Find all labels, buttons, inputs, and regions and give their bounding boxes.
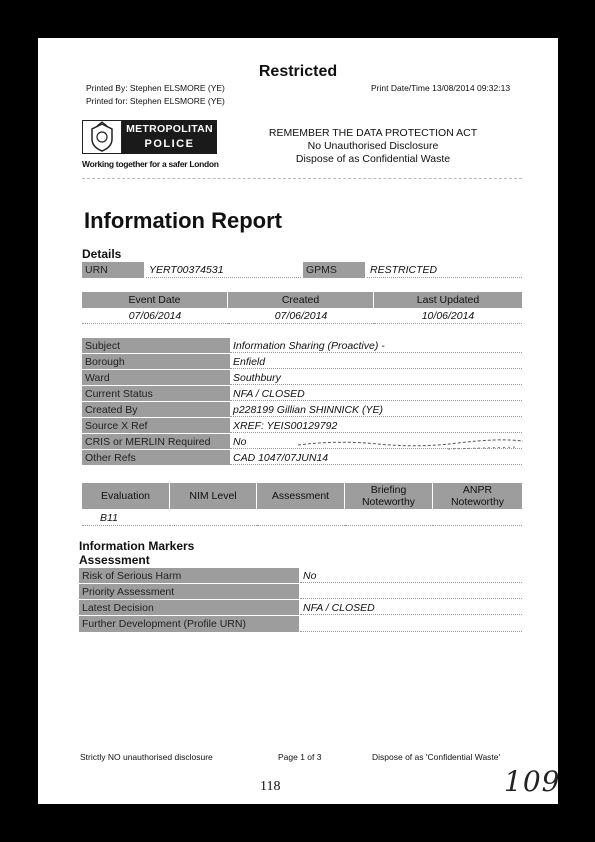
marker-label: Risk of Serious Harm — [79, 568, 299, 583]
field-label: Source X Ref — [82, 418, 230, 433]
marker-label: Priority Assessment — [79, 584, 299, 599]
nim-level-value — [170, 510, 257, 526]
marker-label: Further Development (Profile URN) — [79, 616, 299, 632]
created-header: Created — [228, 292, 374, 308]
event-date-header: Event Date — [82, 292, 228, 308]
marker-value: NFA / CLOSED — [300, 600, 522, 615]
field-value: NFA / CLOSED — [230, 386, 522, 401]
urn-label: URN — [82, 262, 144, 278]
logo-line1: METROPOLITAN — [126, 123, 213, 135]
handwritten-number: 109 — [504, 765, 561, 798]
logo-line2: POLICE — [144, 138, 195, 150]
footer-dispose: Dispose of as 'Confidential Waste' — [372, 752, 501, 762]
evaluation-header: Evaluation — [82, 483, 170, 509]
crest-icon — [82, 120, 122, 154]
gpms-label: GPMS — [303, 262, 365, 278]
document-page — [38, 38, 561, 804]
field-value: p228199 Gillian SHINNICK (YE) — [230, 402, 522, 417]
markers-heading: Information Markers — [79, 539, 195, 553]
last-updated-value: 10/06/2014 — [374, 308, 522, 324]
field-value: Enfield — [230, 354, 522, 369]
urn-value: YERT00374531 — [146, 262, 301, 278]
notice-line3: Dispose of as Confidential Waste — [295, 153, 451, 165]
assessment-value — [257, 510, 345, 526]
field-value: Southbury — [230, 370, 522, 385]
briefing-noteworthy-header: Briefing Noteworthy — [345, 483, 433, 509]
printed-for: Printed for: Stephen ELSMORE (YE) — [86, 96, 225, 106]
footer-page-count: Page 1 of 3 — [278, 752, 322, 762]
field-label: Current Status — [82, 386, 230, 401]
marker-value — [300, 616, 522, 632]
marker-label: Latest Decision — [79, 600, 299, 615]
evaluation-value: B11 — [82, 510, 170, 526]
field-label: Ward — [82, 370, 230, 385]
field-label: Other Refs — [82, 450, 230, 465]
event-date-value: 07/06/2014 — [82, 308, 228, 324]
marker-value: No — [300, 568, 522, 583]
met-police-logo — [82, 120, 217, 156]
data-protection-notice — [248, 127, 498, 166]
assessment-subheading: Assessment — [79, 553, 150, 567]
logo-tagline: Working together for a safer London — [82, 159, 219, 169]
field-label: Created By — [82, 402, 230, 417]
field-label: CRIS or MERLIN Required — [82, 434, 230, 449]
field-value: No — [230, 434, 522, 449]
details-heading: Details — [82, 247, 122, 261]
notice-line2: No Unauthorised Disclosure — [307, 140, 439, 152]
report-title: Information Report — [84, 208, 282, 233]
created-value: 07/06/2014 — [228, 308, 374, 324]
printed-by: Printed By: Stephen ELSMORE (YE) — [86, 83, 225, 93]
field-value: Information Sharing (Proactive) - — [230, 338, 522, 353]
nim-level-header: NIM Level — [170, 483, 257, 509]
briefing-noteworthy-value — [345, 510, 433, 526]
assessment-header: Assessment — [257, 483, 345, 509]
field-label: Subject — [82, 338, 230, 353]
footer-disclosure: Strictly NO unauthorised disclosure — [80, 752, 213, 762]
divider — [82, 178, 522, 179]
field-value: CAD 1047/07JUN14 — [230, 450, 522, 465]
marker-value — [300, 584, 522, 599]
last-updated-header: Last Updated — [374, 292, 522, 308]
field-label: Borough — [82, 354, 230, 369]
scan-artifact — [298, 431, 523, 455]
print-datetime: Print Date/Time 13/08/2014 09:32:13 — [371, 83, 511, 93]
page-number: 118 — [260, 779, 281, 794]
field-value: XREF: YEIS00129792 — [230, 418, 522, 433]
anpr-noteworthy-header: ANPR Noteworthy — [433, 483, 522, 509]
gpms-value: RESTRICTED — [367, 262, 522, 278]
classification-label: Restricted — [258, 63, 338, 80]
anpr-noteworthy-value — [433, 510, 522, 526]
notice-line1: REMEMBER THE DATA PROTECTION ACT — [268, 127, 478, 139]
